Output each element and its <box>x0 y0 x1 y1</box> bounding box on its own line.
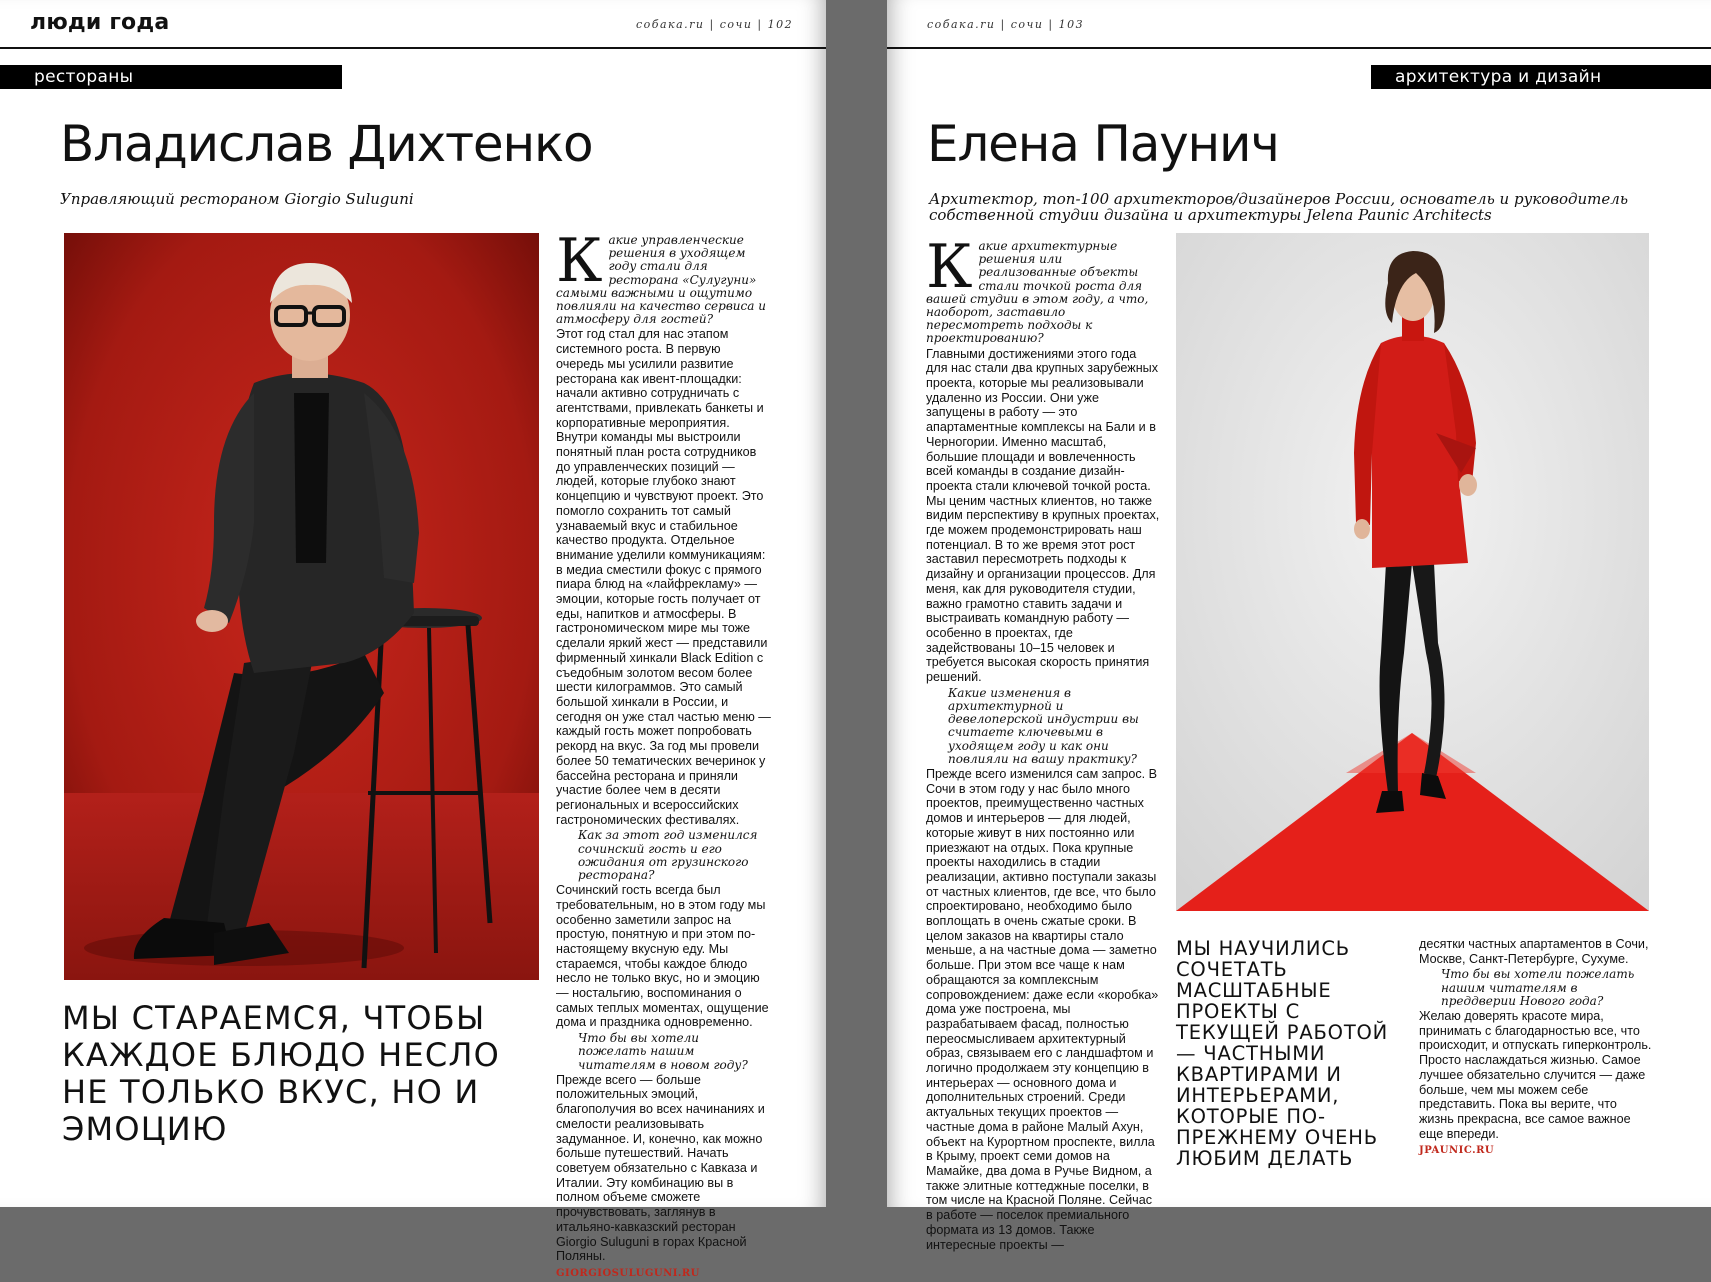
question-3: Что бы вы хотели пожелать нашим читателям в преддверии Нового года? <box>1441 967 1635 1008</box>
answer-2: Сочинский гость всегда был требовательным, но в этом году мы особенно заметили запрос на простую, понятную и при этом по-настоящему вкусную еду. Мы стараемся, чтобы каждое блюдо несло не только вкус, но и эмоцию — ностальгию, воспоминания о самых теплых моментах, ощущение дома и праздника одновременно. <box>556 883 769 1030</box>
website-link[interactable]: GIORGIOSULUGUNI.RU <box>556 1267 700 1279</box>
person-name: Владислав Дихтенко <box>60 115 593 173</box>
interview-column-2 <box>1419 937 1653 1159</box>
person-role: Архитектор, топ-100 архитекторов/дизайнеров России, основатель и руководитель собственной студии дизайна и архитектуры Jelena Paunic Architects <box>929 190 1629 224</box>
pull-quote: МЫ СТАРАЕМСЯ, ЧТОБЫ КАЖДОЕ БЛЮДО НЕСЛО НЕ ТОЛЬКО ВКУС, НО И ЭМОЦИЮ <box>62 999 501 1148</box>
answer-2: Прежде всего изменился сам запрос. В Сочи в этом году у нас было много проектов, преимущественно частных домов и интерьеров — для людей, которые живут в них постоянно или приезжают на отдых. Пока крупные проекты находились в стадии реализации, активно поступали заказы от частных клиентов, где все, что было спроектировано, необходимо было воплощать в очень сжатые сроки. В целом заказов на квартиры стало меньше, а на частные дома — заметно больше. При этом все чаще к нам обращаются за комплексным сопровождением: даже если «коробка» дома уже построена, мы разрабатываем фасад, полностью переосмысливаем архитектурный образ, связываем его с ландшафтом и логично продолжаем эту концепцию в интерьерах — основного дома и дополнительных строений. Среди актуальных текущих проектов — частные дома в районе Малый Ахун, объект на Курортном проспекте, вилла в Крыму, проект семи домов на Мамайке, два дома в Ручье Видном, а также элитные коттеджные поселки, в том числе на Красной Поляне. Сейчас в работе — поселок премиального формата из 13 домов. Также интересные проекты — <box>926 767 1159 1252</box>
answer-3: Прежде всего — больше положительных эмоций, благополучия во всех начинаниях и смелости реализовывать задуманное. И, конечно, как можно больше путешествий. Начать советуем обязательно с Кавказа и Италии. Эту комбинацию вы в полном объеме сможете прочувствовать, заглянув в итальяно-кавказский ресторан Giorgio Suluguni в горах Красной Поляны. <box>556 1072 765 1264</box>
question-1 <box>556 226 771 327</box>
folio: собака.ru | сочи | 103 <box>927 18 1085 31</box>
answer-1: Главными достижениями этого года для нас стали два крупных зарубежных проекта, которые мы реализовывали удаленно из России. Они уже запущены в работу — это апартаментные комплексы на Бали и в Черногории. Именно масштаб, большие площади и вовлеченность всей команды в создание дизайн-проекта стали ключевой точкой роста. Мы ценим частных клиентов, но также видим перспективу в крупных проектах, где можем продемонстрировать наш потенциал. В то же время этот рост заставил пересмотреть подходы к дизайну и организации процессов. Для меня, как для руководителя студии, важно грамотно ставить задачи и выстраивать командную работу — особенно в проектах, где задействованы 10–15 человек и требуется высокая скорость принятия решений. <box>926 346 1160 685</box>
interview-column-1 <box>926 232 1161 1252</box>
question-1 <box>926 232 1161 346</box>
question-1-text: акие управленческие решения в уходящем году стали для ресторана «Сулугуни» самыми важными и ощутимо повлияли на качество сервиса и атмосферу для гостей? <box>556 233 766 327</box>
website-link[interactable]: JPAUNIC.RU <box>1419 1145 1495 1157</box>
question-2: Как за этот год изменился сочинский гость и его ожидания от грузинского ресторана? <box>578 828 758 882</box>
running-head: люди года <box>30 10 170 35</box>
portrait-illustration <box>1176 233 1649 911</box>
answer-1: Этот год стал для нас этапом системного роста. В первую очередь мы усилили развитие ресторана как ивент-площадки: начали активно сотрудничать с агентствами, привлекать банкеты и корпоративные мероприятия. Внутри команды мы выстроили понятный план роста сотрудников до управленческих позиций — людей, которые глубоко знают концепцию и чувствуют проект. Это помогло сохранить тот самый узнаваемый вкус и стабильное качество продукта. Отдельное внимание уделили коммуникациям: в медиа сместили фокус с прямого пиара блюд на «лайфрекламу» — эмоции, которые гость получает от еды, напитков и атмосферы. В гастрономическом мире мы тоже сделали яркий жест — представили фирменный хинкали Black Edition с съедобным золотом весом более шести килограммов. Это самый большой хинкали в России, и сегодня он уже стал частью меню — каждый гость может попробовать рекорд на вкус. За год мы провели более 50 тематических вечеринок у бассейна ресторана и приняли участие более чем в десяти региональных и всероссийских гастрономических фестивалях. <box>556 327 771 827</box>
pull-quote: МЫ НАУЧИЛИСЬ СОЧЕТАТЬ МАСШТАБНЫЕ ПРОЕКТЫ С ТЕКУЩЕЙ РАБОТОЙ — ЧАСТНЫМИ КВАРТИРАМИ И ИНТЕРЬЕРАМИ, КОТОРЫЕ ПО-ПРЕЖНЕМУ ОЧЕНЬ ЛЮБИМ ДЕЛАТЬ <box>1176 937 1389 1170</box>
person-name: Елена Паунич <box>927 115 1279 173</box>
person-role: Управляющий рестораном Giorgio Suluguni <box>60 190 414 208</box>
section-label: архитектура и дизайн <box>1371 65 1711 89</box>
portrait-photo <box>1176 233 1649 911</box>
header-rule <box>887 47 1711 49</box>
left-page <box>0 0 826 1279</box>
drop-cap: К <box>926 232 973 302</box>
folio: собака.ru | сочи | 102 <box>636 18 794 31</box>
answer-2-continued: десятки частных апартаментов в Сочи, Москве, Санкт-Петербурге, Сухуме. <box>1419 937 1649 966</box>
drop-cap: К <box>556 226 603 296</box>
question-1-text: акие архитектурные решения или реализованные объекты стали точкой роста для вашей студии в этом году, а что, наоборот, заставило пересмотреть подходы к проектированию? <box>926 239 1149 346</box>
portrait-illustration <box>64 233 539 980</box>
question-3: Что бы вы хотели пожелать нашим читателям в новом году? <box>578 1031 748 1072</box>
portrait-photo <box>64 233 539 980</box>
interview-column <box>556 226 771 1282</box>
answer-3: Желаю доверять красоте мира, принимать с благодарностью все, что происходит, и отпускать гиперконтроль. Просто наслаждаться жизнью. Самое лучшее обязательно случится — даже больше, чем мы можем себе представить. Пока вы верите, что жизнь прекрасна, все самое важное еще впереди. <box>1419 1009 1652 1141</box>
question-2: Какие изменения в архитектурной и девелоперской индустрии вы считаете ключевыми в уходящем году и как они повлияли на вашу практику? <box>948 685 1139 766</box>
header-rule <box>0 47 826 49</box>
section-label: рестораны <box>0 65 342 89</box>
right-page <box>887 0 1711 1252</box>
